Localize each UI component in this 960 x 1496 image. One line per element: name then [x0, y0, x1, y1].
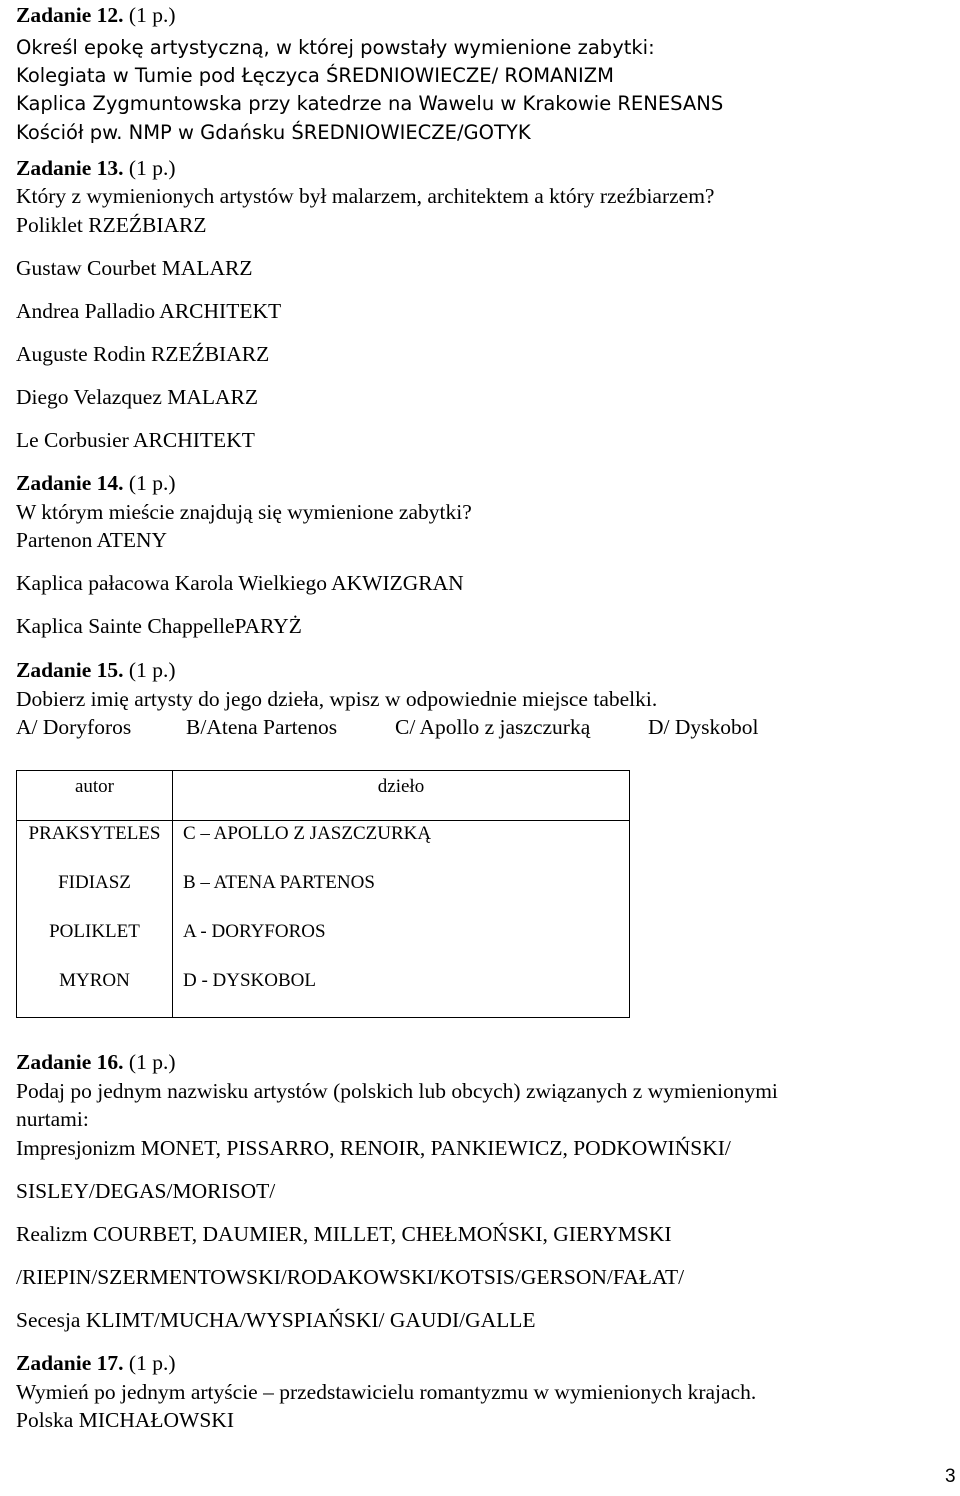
task-16-answer-2: SISLEY/DEGAS/MORISOT/ — [16, 1179, 276, 1203]
task-16-answer-4: /RIEPIN/SZERMENTOWSKI/RODAKOWSKI/KOTSIS/GERSON/FAŁAT/ — [16, 1265, 685, 1289]
table-body-row — [17, 821, 630, 1018]
task-12-heading — [16, 4, 175, 28]
task-13-answer-6: Le Corbusier ARCHITEKT — [16, 428, 255, 452]
table-cell-author: FIDIASZ — [58, 872, 131, 893]
table-header-row — [17, 771, 630, 821]
task-15-heading — [16, 659, 175, 683]
column-header-author: autor — [74, 776, 115, 797]
task-14-question: W którym mieście znajdują się wymienione zabytki? — [16, 500, 472, 524]
matching-table — [16, 770, 630, 1018]
task-12-answer-2: Kaplica Zygmuntowska przy katedrze na Wawelu w Krakowie RENESANS — [16, 92, 724, 115]
column-header-work: dzieło — [377, 776, 425, 797]
task-13-answer-5: Diego Velazquez MALARZ — [16, 385, 259, 409]
task-16-answer-3: Realizm COURBET, DAUMIER, MILLET, CHEŁMOŃSKI, GIERYMSKI — [16, 1222, 672, 1246]
task-14-points: (1 p.) — [128, 471, 176, 495]
task-14-answer-2: Kaplica pałacowa Karola Wielkiego AKWIZGRAN — [16, 571, 464, 595]
task-15-question: Dobierz imię artysty do jego dzieła, wpisz w odpowiednie miejsce tabelki. — [16, 687, 658, 711]
table-cell-work: D - DYSKOBOL — [183, 970, 316, 991]
task-16-answer-1: Impresjonizm MONET, PISSARRO, RENOIR, PANKIEWICZ, PODKOWIŃSKI/ — [16, 1136, 731, 1160]
task-12-points: (1 p.) — [128, 3, 176, 27]
work-option-b: B/Atena Partenos — [186, 715, 338, 739]
task-12-answer-1: Kolegiata w Tumie pod Łęczyca ŚREDNIOWIECZE/ ROMANIZM — [16, 64, 614, 87]
task-16-question-line-1: Podaj po jednym nazwisku artystów (polskich lub obcych) związanych z wymienionymi — [16, 1079, 778, 1103]
task-13-answer-3: Andrea Palladio ARCHITEKT — [16, 299, 282, 323]
task-13-title: Zadanie 13. — [16, 156, 124, 180]
table-cell-author: MYRON — [59, 970, 130, 991]
task-13-points: (1 p.) — [128, 156, 176, 180]
task-14-answer-1: Partenon ATENY — [16, 528, 168, 552]
work-option-c: C/ Apollo z jaszczurką — [395, 715, 591, 739]
table-cell-author: PRAKSYTELES — [28, 823, 161, 844]
task-12-question: Określ epokę artystyczną, w której powstały wymienione zabytki: — [16, 36, 655, 59]
task-13-heading — [16, 157, 175, 181]
task-13-question: Który z wymienionych artystów był malarzem, architektem a który rzeźbiarzem? — [16, 184, 715, 208]
task-16-answer-5: Secesja KLIMT/MUCHA/WYSPIAŃSKI/ GAUDI/GALLE — [16, 1308, 536, 1332]
table-cell-work: A - DORYFOROS — [183, 921, 326, 942]
page-number: 3 — [945, 1466, 956, 1487]
work-option-d: D/ Dyskobol — [648, 715, 759, 739]
task-15-title: Zadanie 15. — [16, 658, 124, 682]
task-13-answer-1: Poliklet RZEŹBIARZ — [16, 213, 207, 237]
task-17-question: Wymień po jednym artyście – przedstawicielu romantyzmu w wymienionych krajach. — [16, 1380, 757, 1404]
task-14-heading — [16, 472, 175, 496]
task-12-title: Zadanie 12. — [16, 3, 124, 27]
task-16-points: (1 p.) — [128, 1050, 176, 1074]
task-17-answer-1: Polska MICHAŁOWSKI — [16, 1408, 234, 1432]
work-option-a: A/ Doryforos — [16, 715, 132, 739]
task-17-points: (1 p.) — [128, 1351, 176, 1375]
task-15-points: (1 p.) — [128, 658, 176, 682]
table-cell-author: POLIKLET — [49, 921, 140, 942]
task-14-answer-3: Kaplica Sainte ChappellePARYŻ — [16, 614, 302, 638]
task-17-heading — [16, 1352, 175, 1376]
table-cell-work: B – ATENA PARTENOS — [183, 872, 375, 893]
task-12-answer-3: Kościół pw. NMP w Gdańsku ŚREDNIOWIECZE/GOTYK — [16, 121, 531, 144]
task-17-title: Zadanie 17. — [16, 1351, 124, 1375]
task-14-title: Zadanie 14. — [16, 471, 124, 495]
task-16-question-line-2: nurtami: — [16, 1107, 89, 1131]
task-13-answer-4: Auguste Rodin RZEŹBIARZ — [16, 342, 270, 366]
task-13-answer-2: Gustaw Courbet MALARZ — [16, 256, 253, 280]
table-cell-work: C – APOLLO Z JASZCZURKĄ — [183, 823, 432, 844]
task-16-title: Zadanie 16. — [16, 1050, 124, 1074]
task-16-heading — [16, 1051, 175, 1075]
